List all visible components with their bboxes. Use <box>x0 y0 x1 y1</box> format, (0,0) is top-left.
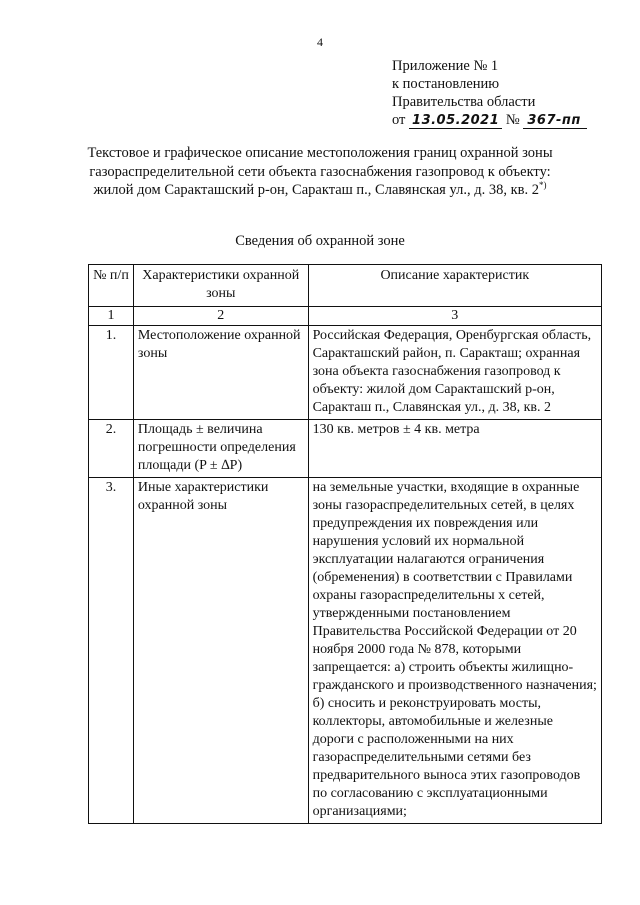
appendix-line-resolution: к постановлению <box>392 76 500 92</box>
row-number: 1. <box>89 326 134 420</box>
page-number: 4 <box>317 35 323 49</box>
row-description: Российская Федерация, Оренбургская область, Саракташский район, п. Саракташ; охранная зона объекта газоснабжения газопровод к объекту: жилой дом Саракташский р-он, Саракташ п., Славянская ул., д. 38, кв. 2 <box>308 326 601 420</box>
column-number-3: 3 <box>308 307 601 326</box>
appendix-block <box>392 57 587 130</box>
column-number-2: 2 <box>133 307 308 326</box>
row-description: 130 кв. метров ± 4 кв. метра <box>308 420 601 478</box>
table-row <box>89 478 602 824</box>
row-characteristic: Площадь ± величина погрешности определения площади (P ± ∆P) <box>133 420 308 478</box>
row-characteristic: Местоположение охранной зоны <box>133 326 308 420</box>
section-subtitle: Сведения об охранной зоне <box>235 233 405 249</box>
table-row <box>89 326 602 420</box>
date-prefix: от <box>392 112 406 128</box>
appendix-line-government: Правительства области <box>392 94 536 110</box>
table-header-row <box>89 265 602 307</box>
appendix-title: Приложение № 1 <box>392 58 499 74</box>
row-characteristic: Иные характеристики охранной зоны <box>133 478 308 824</box>
header-description: Описание характеристик <box>308 265 601 307</box>
handwritten-date: 13.05.2021 <box>409 113 502 129</box>
column-number-1: 1 <box>89 307 134 326</box>
appendix-date-line <box>392 111 587 130</box>
protection-zone-table <box>88 264 602 824</box>
row-number: 2. <box>89 420 134 478</box>
header-number: № п/п <box>89 265 134 307</box>
title-text: Текстовое и графическое описание местоположения границ охранной зоны газораспределительной сети объекта газоснабжения газопровод к объекту: жилой дом Саракташский р-он, Саракташ п., Славянская ул., д. 38, кв. 2 <box>87 145 553 198</box>
handwritten-number: 367-пп <box>523 113 587 129</box>
header-characteristics: Характеристики охранной зоны <box>133 265 308 307</box>
document-title <box>80 144 560 200</box>
footnote-mark: *) <box>538 180 547 190</box>
table-row <box>89 420 602 478</box>
row-number: 3. <box>89 478 134 824</box>
column-number-row <box>89 307 602 326</box>
number-prefix: № <box>505 112 520 128</box>
row-description: на земельные участки, входящие в охранные зоны газораспределительных сетей, в целях предупреждения их повреждения или нарушения условий их нормальной эксплуатации налагаются ограничения (обременения) в соответствии с Правилами охраны газораспределительны х сетей, утвержденными постановлением Правительства Российской Федерации от 20 ноября 2000 года № 878, которыми запрещается: а) строить объекты жилищно-гражданского и производственного назначения; б) сносить и реконструировать мосты, коллекторы, автомобильные и железные дороги с расположенными на них газораспределительными сетями без предварительного выноса этих газопроводов по согласованию с эксплуатационными организациями; <box>308 478 601 824</box>
